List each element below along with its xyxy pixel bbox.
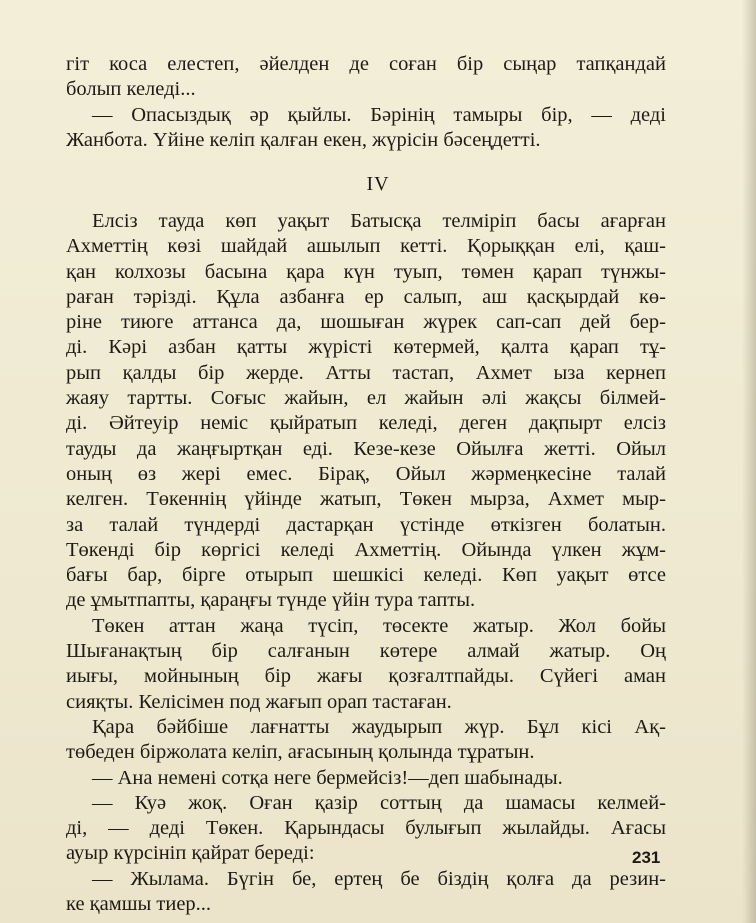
text-line: Ахметтің көзі шайдай ашылып кетті. Қорыққан елі, қаш-: [66, 235, 666, 258]
paragraph-continuation: [66, 52, 666, 153]
text-line: — Ана немені сотқа неге бермейсіз!—деп шабынады.: [92, 766, 563, 789]
text-line: ауыр күрсініп қайрат береді:: [66, 842, 315, 865]
text-line: ді, — деді Төкен. Қарындасы булығып жылайды. Ағасы: [66, 817, 666, 840]
text-line: оның өз жері емес. Бірақ, Ойыл жәрмеңкесіне талай: [66, 462, 666, 485]
text-line: за талай түндерді дастарқан үстінде өткізген болатын.: [66, 513, 666, 536]
text-line: төбеден біржолата келіп, ағасының қолында тұратын.: [66, 741, 535, 764]
text-line: гіт коса елестеп, әйелден де соған бір сыңар тапқандай: [66, 53, 666, 75]
text-line: — Жылама. Бүгін бе, ертең бе біздің қолға да резин-: [92, 867, 666, 890]
text-line: ді. Әйтеуір неміс қыйратып келеді, деген дақпырт елсіз: [66, 412, 666, 435]
chapter-number: IV: [366, 173, 390, 195]
text-line: ріне тиюге аттанса да, шошыған жүрек сап-сап дей бер-: [66, 311, 666, 334]
text-line: раған тәрізді. Құла азбанға ер салып, аш қасқырдай кө-: [66, 285, 666, 308]
text-line: иығы, мойнының бір жағы қозғалтпайды. Сүйегі аман: [66, 665, 666, 688]
text-line: келген. Төкеннің үйінде жатып, Төкен мырза, Ахмет мыр-: [66, 488, 666, 511]
page-edge-shadow: [742, 0, 756, 923]
text-line: Қара бәйбіше лағнатты жаудырып жүр. Бұл кісі Ақ-: [92, 715, 666, 738]
text-line: Төкенді бір көргісі келеді Ахметтің. Ойында үлкен жұм-: [66, 538, 666, 561]
text-line: бағы бар, бірге отырып шешкісі келеді. Көп уақыт өтсе: [66, 564, 666, 587]
text-line: тауды да жаңғыртқан еді. Кезе-кезе Ойылға жетті. Ойыл: [66, 437, 666, 460]
text-line: — Куә жоқ. Оған қазір соттың да шамасы келмей-: [92, 791, 666, 814]
text-line: қан колхозы басына қара күн туып, төмен қарап түнжы-: [66, 260, 666, 283]
text-line: — Опасыздық әр қыйлы. Бәрінің тамыры бір, — деді: [92, 103, 666, 126]
text-line: болып келеді...: [66, 78, 196, 101]
text-line: Жанбота. Үйіне келіп қалған екен, жүрісін бәсеңдетті.: [66, 128, 541, 151]
text-line: Шығанақтың бір салғанын көтере алмай жатыр. Оң: [66, 640, 666, 663]
text-line: рып қалды бір жерде. Атты тастап, Ахмет ыза кернеп: [66, 361, 666, 384]
text-line: жаяу тартты. Соғыс жайын, ел жайын әлі жақсы білмей-: [66, 387, 666, 410]
text-line: ді. Кәрі азбан қатты жүрісті көтермей, қалта қарап тұ-: [66, 336, 666, 359]
chapter-body: [66, 209, 666, 917]
text-line: сияқты. Келісімен под жағып орап тастаған.: [66, 690, 452, 713]
page-number: 231: [632, 848, 661, 867]
text-line: Елсіз тауда көп уақыт Батысқа телміріп басы ағарған: [92, 210, 666, 232]
text-line: Төкен аттан жаңа түсіп, төсекте жатыр. Жол бойы: [92, 614, 666, 637]
text-line: ке қамшы тиер...: [66, 893, 212, 916]
text-line: де ұмытпапты, қараңғы түнде үйін тура тапты.: [66, 589, 476, 612]
